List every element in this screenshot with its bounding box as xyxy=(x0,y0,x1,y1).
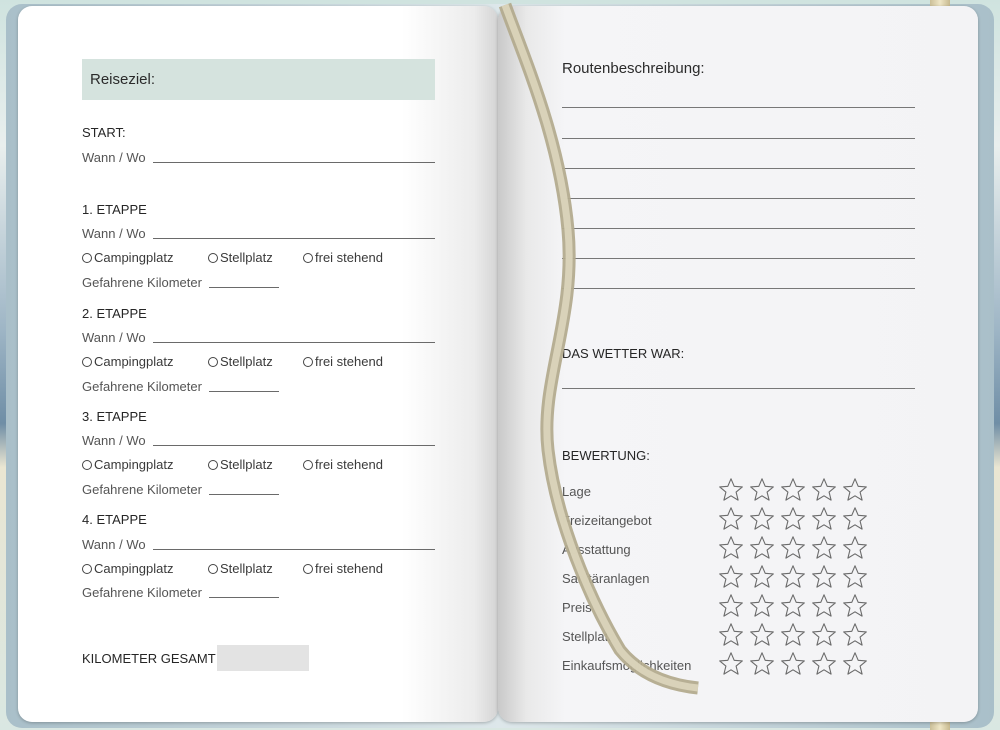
rating-label: Freizeitangebot xyxy=(562,513,652,528)
radio-circle-icon xyxy=(208,460,218,470)
rating-stars xyxy=(718,477,873,508)
option-label: Stellplatz xyxy=(220,561,273,576)
radio-circle-icon xyxy=(82,564,92,574)
radio-circle-icon xyxy=(208,564,218,574)
option-label: Stellplatz xyxy=(220,354,273,369)
stage-4-option-campingplatz[interactable] xyxy=(82,561,174,576)
star-outline-icon[interactable] xyxy=(811,477,837,503)
radio-circle-icon xyxy=(82,357,92,367)
rating-label: Stellplatz xyxy=(562,629,615,644)
start-when-where-label: Wann / Wo xyxy=(82,150,146,165)
rating-stars xyxy=(718,622,873,653)
stage-4-option-stellplatz[interactable] xyxy=(208,561,273,576)
option-label: frei stehend xyxy=(315,354,383,369)
star-outline-icon[interactable] xyxy=(749,651,775,677)
star-outline-icon[interactable] xyxy=(749,593,775,619)
star-outline-icon[interactable] xyxy=(842,506,868,532)
star-outline-icon[interactable] xyxy=(718,564,744,590)
stage-3-km-field[interactable] xyxy=(209,494,279,495)
star-outline-icon[interactable] xyxy=(811,535,837,561)
stage-4-km-field[interactable] xyxy=(209,597,279,598)
star-outline-icon[interactable] xyxy=(842,622,868,648)
stage-4-when-where-label: Wann / Wo xyxy=(82,537,146,552)
stage-3-option-stellplatz[interactable] xyxy=(208,457,273,472)
star-outline-icon[interactable] xyxy=(842,535,868,561)
star-outline-icon[interactable] xyxy=(811,651,837,677)
stage-2-when-where-label: Wann / Wo xyxy=(82,330,146,345)
star-outline-icon[interactable] xyxy=(842,477,868,503)
destination-label: Reiseziel: xyxy=(90,71,156,88)
total-km-field[interactable] xyxy=(217,645,309,671)
stage-3-option-campingplatz[interactable] xyxy=(82,457,174,472)
route-line[interactable] xyxy=(562,228,915,229)
option-label: frei stehend xyxy=(315,561,383,576)
rating-stars xyxy=(718,593,873,624)
stage-1-option-campingplatz[interactable] xyxy=(82,250,174,265)
option-label: Stellplatz xyxy=(220,457,273,472)
star-outline-icon[interactable] xyxy=(811,622,837,648)
stage-1-when-where-label: Wann / Wo xyxy=(82,226,146,241)
total-km-label: KILOMETER GESAMT xyxy=(82,651,216,666)
stage-2-when-where-field[interactable] xyxy=(153,342,435,343)
option-label: Stellplatz xyxy=(220,250,273,265)
star-outline-icon[interactable] xyxy=(749,535,775,561)
star-outline-icon[interactable] xyxy=(780,535,806,561)
star-outline-icon[interactable] xyxy=(780,651,806,677)
stage-1-heading: 1. ETAPPE xyxy=(82,202,147,217)
stage-2-km-label: Gefahrene Kilometer xyxy=(82,379,202,394)
star-outline-icon[interactable] xyxy=(718,651,744,677)
star-outline-icon[interactable] xyxy=(718,622,744,648)
route-line[interactable] xyxy=(562,198,915,199)
star-outline-icon[interactable] xyxy=(811,564,837,590)
star-outline-icon[interactable] xyxy=(780,477,806,503)
option-label: Campingplatz xyxy=(94,354,174,369)
radio-circle-icon xyxy=(303,460,313,470)
rating-heading: BEWERTUNG: xyxy=(562,448,650,463)
option-label: Campingplatz xyxy=(94,457,174,472)
stage-2-heading: 2. ETAPPE xyxy=(82,306,147,321)
star-outline-icon[interactable] xyxy=(842,593,868,619)
rating-label: Ausstattung xyxy=(562,542,631,557)
route-description-title: Routenbeschreibung: xyxy=(562,60,705,77)
stage-3-when-where-label: Wann / Wo xyxy=(82,433,146,448)
stage-4-km-label: Gefahrene Kilometer xyxy=(82,585,202,600)
star-outline-icon[interactable] xyxy=(718,506,744,532)
radio-circle-icon xyxy=(303,253,313,263)
radio-circle-icon xyxy=(303,564,313,574)
star-outline-icon[interactable] xyxy=(718,477,744,503)
stage-2-option-stellplatz[interactable] xyxy=(208,354,273,369)
weather-line[interactable] xyxy=(562,388,915,389)
star-outline-icon[interactable] xyxy=(780,506,806,532)
star-outline-icon[interactable] xyxy=(780,593,806,619)
rating-label: Einkaufsmöglichkeiten xyxy=(562,658,692,673)
route-line[interactable] xyxy=(562,168,915,169)
star-outline-icon[interactable] xyxy=(780,622,806,648)
rating-label: Preis xyxy=(562,600,592,615)
start-heading: START: xyxy=(82,125,126,140)
star-outline-icon[interactable] xyxy=(749,477,775,503)
star-outline-icon[interactable] xyxy=(749,622,775,648)
option-label: Campingplatz xyxy=(94,561,174,576)
star-outline-icon[interactable] xyxy=(749,506,775,532)
radio-circle-icon xyxy=(208,357,218,367)
star-outline-icon[interactable] xyxy=(780,564,806,590)
stage-3-when-where-field[interactable] xyxy=(153,445,435,446)
stage-4-when-where-field[interactable] xyxy=(153,549,435,550)
rating-label: Sanitäranlagen xyxy=(562,571,650,586)
stage-4-heading: 4. ETAPPE xyxy=(82,512,147,527)
stage-3-km-label: Gefahrene Kilometer xyxy=(82,482,202,497)
stage-1-km-label: Gefahrene Kilometer xyxy=(82,275,202,290)
option-label: Campingplatz xyxy=(94,250,174,265)
star-outline-icon[interactable] xyxy=(749,564,775,590)
rating-stars xyxy=(718,564,873,595)
weather-label: DAS WETTER WAR: xyxy=(562,346,685,361)
stage-1-option-stellplatz[interactable] xyxy=(208,250,273,265)
stage-2-km-field[interactable] xyxy=(209,391,279,392)
star-outline-icon[interactable] xyxy=(718,535,744,561)
route-line[interactable] xyxy=(562,288,915,289)
start-when-where-field[interactable] xyxy=(153,162,435,163)
rating-stars xyxy=(718,506,873,537)
option-label: frei stehend xyxy=(315,457,383,472)
star-outline-icon[interactable] xyxy=(842,564,868,590)
star-outline-icon[interactable] xyxy=(718,593,744,619)
stage-2-option-frei-stehend[interactable] xyxy=(303,354,383,369)
rating-label: Lage xyxy=(562,484,591,499)
radio-circle-icon xyxy=(82,460,92,470)
stage-2-option-campingplatz[interactable] xyxy=(82,354,174,369)
route-line[interactable] xyxy=(562,258,915,259)
star-outline-icon[interactable] xyxy=(842,651,868,677)
star-outline-icon[interactable] xyxy=(811,593,837,619)
stage-3-heading: 3. ETAPPE xyxy=(82,409,147,424)
star-outline-icon[interactable] xyxy=(811,506,837,532)
route-line[interactable] xyxy=(562,138,915,139)
option-label: frei stehend xyxy=(315,250,383,265)
radio-circle-icon xyxy=(82,253,92,263)
rating-stars xyxy=(718,651,873,682)
rating-stars xyxy=(718,535,873,566)
radio-circle-icon xyxy=(208,253,218,263)
stage-1-option-frei-stehend[interactable] xyxy=(303,250,383,265)
stage-1-when-where-field[interactable] xyxy=(153,238,435,239)
stage-1-km-field[interactable] xyxy=(209,287,279,288)
radio-circle-icon xyxy=(303,357,313,367)
stage-3-option-frei-stehend[interactable] xyxy=(303,457,383,472)
route-line[interactable] xyxy=(562,107,915,108)
stage-4-option-frei-stehend[interactable] xyxy=(303,561,383,576)
